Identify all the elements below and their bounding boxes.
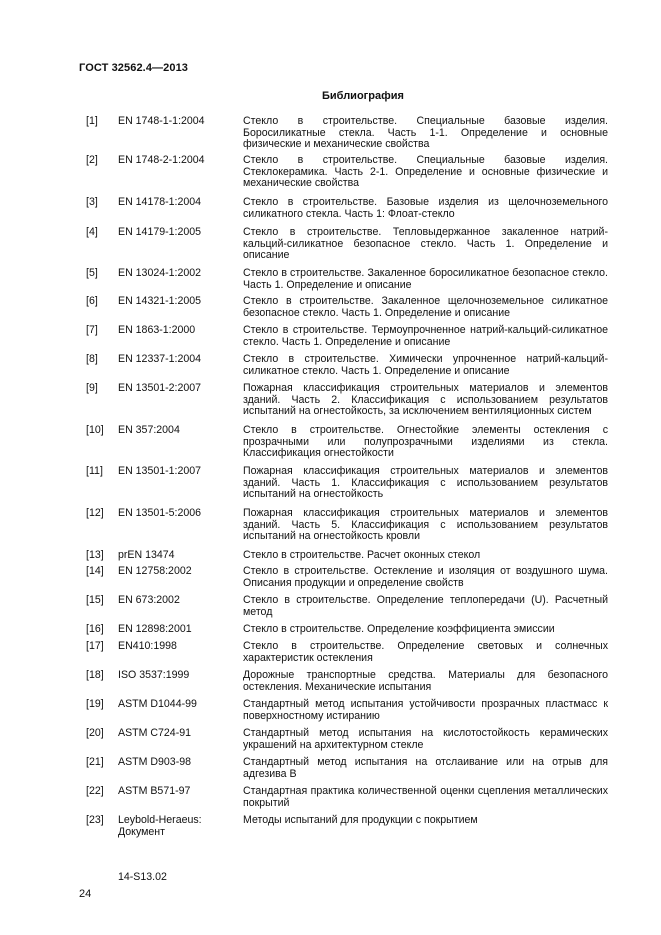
entry-number: [17] [86,640,104,652]
reference-23-document-code: 14-S13.02 [118,871,167,883]
entry-number: [20] [86,727,104,739]
entry-number: [6] [86,295,98,307]
entry-standard-code: prEN 13474 [118,549,175,561]
entry-number: [7] [86,324,98,336]
entry-title: Пожарная классификация строительных материалов и элементов зданий. Часть 1. Классификация с использованием результатов испытаний на огнестойкость [243,465,608,501]
entry-number: [3] [86,196,98,208]
entry-standard-code: EN 14179-1:2005 [118,226,202,238]
entry-title: Стекло в строительстве. Закаленное боросиликатное безопасное стекло. Часть 1. Определение и описание [243,267,608,291]
entry-standard-code: ASTM D1044-99 [118,698,197,710]
entry-number: [12] [86,507,104,519]
entry-standard-code: EN 1748-2-1:2004 [118,154,205,166]
entry-standard-code: Leybold-Heraeus: Документ [118,814,202,838]
entry-title: Стекло в строительстве. Расчет оконных стекол [243,549,481,561]
entry-standard-code: EN 14321-1:2005 [118,295,202,307]
entry-title: Стекло в строительстве. Термоупрочненное натрий-кальций-силикатное стекло. Часть 1. Определение и описание [243,324,608,348]
entry-number: [4] [86,226,98,238]
entry-number: [5] [86,267,98,279]
entry-number: [15] [86,594,104,606]
entry-title: Пожарная классификация строительных материалов и элементов зданий. Часть 2. Классификация с использованием результатов испытаний на огнестойкость, за исключением вентиляционных систем [243,382,608,418]
entry-title: Стекло в строительстве. Определение теплопередачи (U). Расчетный метод [243,594,608,618]
entry-number: [8] [86,353,98,365]
entry-number: [18] [86,669,104,681]
entry-number: [9] [86,382,98,394]
entry-standard-code: ASTM B571-97 [118,785,191,797]
entry-number: [1] [86,115,98,127]
entry-standard-code: EN 13501-1:2007 [118,465,202,477]
entry-number: [10] [86,424,104,436]
entry-standard-code: EN410:1998 [118,640,177,652]
entry-number: [16] [86,623,104,635]
entry-standard-code: EN 13501-2:2007 [118,382,202,394]
entry-standard-code: ASTM C724-91 [118,727,192,739]
entry-title: Стандартный метод испытания на отслаивание или на отрыв для адгезива В [243,756,608,780]
entry-title: Стандартный метод испытания устойчивости прозрачных пластмасс к поверхностному истиранию [243,698,608,722]
entry-standard-code: EN 13501-5:2006 [118,507,202,519]
entry-title: Стекло в строительстве. Определение коэффициента эмиссии [243,623,555,635]
entry-standard-code: EN 12337-1:2004 [118,353,202,365]
entry-number: [23] [86,814,104,826]
entry-title: Стандартная практика количественной оценки сцепления металлических покрытий [243,785,608,809]
entry-title: Стандартный метод испытания на кислотостойкость керамических украшений на архитектурном стекле [243,727,608,751]
entry-standard-code: ASTM D903-98 [118,756,192,768]
entry-standard-code: EN 1748-1-1:2004 [118,115,205,127]
entry-number: [21] [86,756,104,768]
entry-number: [13] [86,549,104,561]
entry-standard-code: EN 12898:2001 [118,623,192,635]
entry-title: Стекло в строительстве. Тепловыдержанное закаленное натрий-кальций-силикатное безопасное стекло. Часть 1. Определение и описание [243,226,608,262]
entry-number: [19] [86,698,104,710]
entry-title: Стекло в строительстве. Огнестойкие элементы остекления с прозрачными или полупрозрачными изделиями из стекла. Классификация огнестойкости [243,424,608,460]
document-header: ГОСТ 32562.4—2013 [79,62,189,74]
entry-number: [22] [86,785,104,797]
entry-title: Дорожные транспортные средства. Материалы для безопасного остекления. Механические испытания [243,669,608,693]
entry-standard-code: EN 13024-1:2002 [118,267,202,279]
entry-title: Пожарная классификация строительных материалов и элементов зданий. Часть 5. Классификация с использованием результатов испытаний на огнестойкость кровли [243,507,608,543]
entry-number: [11] [86,465,103,477]
entry-standard-code: EN 12758:2002 [118,565,192,577]
entry-title: Стекло в строительстве. Специальные базовые изделия. Боросиликатные стекла. Часть 1-1. Определение и основные физические и механические свойства [243,115,608,151]
entry-title: Стекло в строительстве. Специальные базовые изделия. Стеклокерамика. Часть 2-1. Определение и основные физические и механические свойства [243,154,608,190]
entry-title: Методы испытаний для продукции с покрытием [243,814,478,826]
entry-number: [14] [86,565,104,577]
page-number: 24 [79,888,92,900]
entry-standard-code: EN 1863-1:2000 [118,324,196,336]
entry-title: Стекло в строительстве. Базовые изделия из щелочноземельного силикатного стекла. Часть 1: Флоат-стекло [243,196,608,220]
entry-title: Стекло в строительстве. Определение световых и солнечных характеристик остекления [243,640,608,664]
entry-standard-code: ISO 3537:1999 [118,669,190,681]
entry-standard-code: EN 357:2004 [118,424,180,436]
entry-standard-code: EN 14178-1:2004 [118,196,202,208]
entry-title: Стекло в строительстве. Химически упрочненное натрий-кальций-силикатное стекло. Часть 1. Определение и описание [243,353,608,377]
entry-title: Стекло в строительстве. Закаленное щелочноземельное силикатное безопасное стекло. Часть 1. Определение и описание [243,295,608,319]
entry-standard-code: EN 673:2002 [118,594,180,606]
section-title: Библиография [322,90,404,102]
entry-number: [2] [86,154,98,166]
entry-title: Стекло в строительстве. Остекление и изоляция от воздушного шума. Описания продукции и определение свойств [243,565,608,589]
